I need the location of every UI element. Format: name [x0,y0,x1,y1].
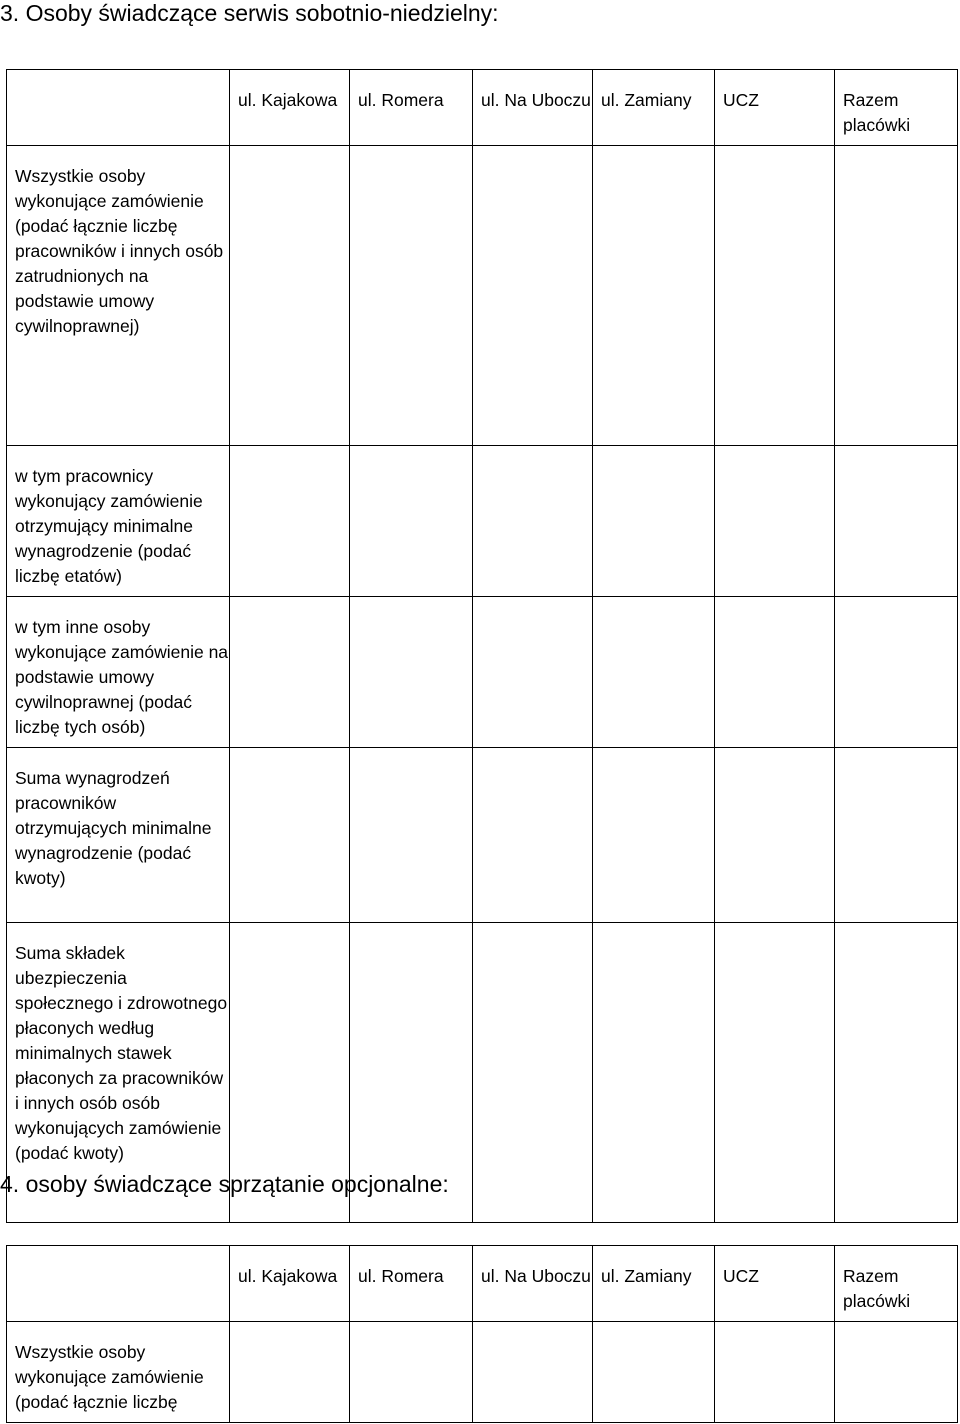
row-label: w tym inne osoby wykonujące zamówienie na podstawie umowy cywilnoprawnej (podać liczbę tych osób) [7,597,230,748]
table-row [7,748,958,923]
column-header: Razem placówki [835,1246,958,1322]
column-header: ul. Kajakowa [230,70,350,146]
input-cell[interactable] [350,597,473,748]
input-cell[interactable] [593,446,715,597]
row-label: w tym pracownicy wykonujący zamówienie otrzymujący minimalne wynagrodzenie (podać liczbę etatów) [7,446,230,597]
table-row [7,446,958,597]
input-cell[interactable] [350,1322,473,1423]
input-cell[interactable] [230,446,350,597]
row-label: Suma składek ubezpieczenia społecznego i zdrowotnego płaconych według minimalnych stawek płaconych za pracowników i innych osób osób wykonujących zamówienie (podać kwoty) [7,923,230,1223]
column-header: UCZ [715,1246,835,1322]
input-cell[interactable] [473,748,593,923]
header-blank-cell [7,1246,230,1322]
input-cell[interactable] [593,1322,715,1423]
input-cell[interactable] [230,146,350,446]
input-cell[interactable] [715,923,835,1223]
row-label: Suma wynagrodzeń pracowników otrzymujących minimalne wynagrodzenie (podać kwoty) [7,748,230,923]
input-cell[interactable] [473,1322,593,1423]
input-cell[interactable] [350,748,473,923]
column-header: ul. Romera [350,70,473,146]
section-3-table [6,69,958,1223]
input-cell[interactable] [715,597,835,748]
input-cell[interactable] [835,597,958,748]
table-row [7,1322,958,1423]
input-cell[interactable] [593,146,715,446]
section-4-table [6,1245,958,1423]
header-blank-cell [7,70,230,146]
input-cell[interactable] [230,1322,350,1423]
row-label: Wszystkie osoby wykonujące zamówienie (podać łącznie liczbę pracowników i innych osób zatrudnionych na podstawie umowy cywilnoprawnej) [7,146,230,446]
column-header: ul. Na Uboczu [473,70,593,146]
input-cell[interactable] [835,146,958,446]
input-cell[interactable] [835,446,958,597]
column-header: ul. Na Uboczu [473,1246,593,1322]
section-4-title: 4. osoby świadczące sprzątanie opcjonalne: [0,1171,449,1197]
input-cell[interactable] [473,446,593,597]
input-cell[interactable] [715,146,835,446]
input-cell[interactable] [593,748,715,923]
input-cell[interactable] [835,1322,958,1423]
column-header: ul. Zamiany [593,70,715,146]
input-cell[interactable] [715,1322,835,1423]
row-label: Wszystkie osoby wykonujące zamówienie (podać łącznie liczbę [7,1322,230,1423]
section-3-title: 3. Osoby świadczące serwis sobotnio-niedzielny: [0,0,499,26]
input-cell[interactable] [473,146,593,446]
input-cell[interactable] [350,146,473,446]
input-cell[interactable] [473,597,593,748]
input-cell[interactable] [835,748,958,923]
column-header: ul. Kajakowa [230,1246,350,1322]
input-cell[interactable] [835,923,958,1223]
input-cell[interactable] [230,597,350,748]
table-header-row [7,1246,958,1322]
column-header: Razem placówki [835,70,958,146]
table-row [7,146,958,446]
input-cell[interactable] [593,923,715,1223]
table-row [7,597,958,748]
input-cell[interactable] [715,446,835,597]
input-cell[interactable] [715,748,835,923]
input-cell[interactable] [350,446,473,597]
table-header-row [7,70,958,146]
column-header: UCZ [715,70,835,146]
column-header: ul. Romera [350,1246,473,1322]
column-header: ul. Zamiany [593,1246,715,1322]
input-cell[interactable] [473,923,593,1223]
input-cell[interactable] [230,748,350,923]
input-cell[interactable] [593,597,715,748]
